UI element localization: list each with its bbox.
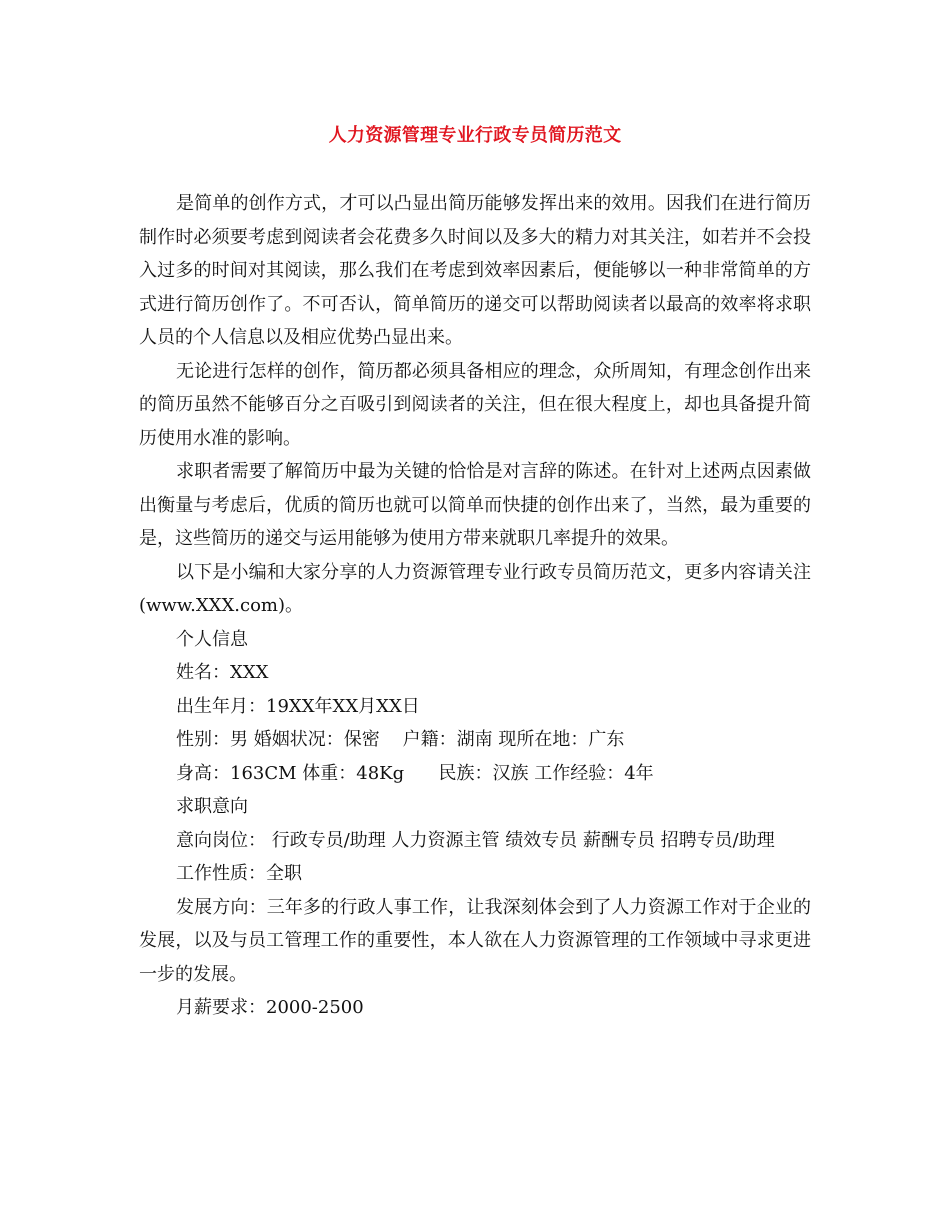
salary-line: 月薪要求：2000-2500 xyxy=(176,997,364,1018)
gender-marital-line: 性别：男 婚姻状况：保密 户籍：湖南 现所在地：广东 xyxy=(176,729,625,750)
intro-paragraph-2: 无论进行怎样的创作，简历都必须具备相应的理念，众所周知，有理念创作出来的简历虽然不能够百分之百吸引到阅读者的关注，但在很大程度上，却也具备提升简历使用水准的影响。 xyxy=(139,360,811,449)
personal-info-heading: 个人信息 xyxy=(176,628,248,650)
intro-paragraph-4: 以下是小编和大家分享的人力资源管理专业行政专员简历范文，更多内容请关注(www.XXX.com)。 xyxy=(139,561,811,616)
positions-line: 意向岗位： 行政专员/助理 人力资源主管 绩效专员 薪酬专员 招聘专员/助理 xyxy=(176,829,775,851)
intro-paragraph-3: 求职者需要了解简历中最为关键的恰恰是对言辞的陈述。在针对上述两点因素做出衡量与考虑后，优质的简历也就可以简单而快捷的创作出来了，当然，最为重要的是，这些简历的递交与运用能够为使用方带来就职几率提升的效果。 xyxy=(139,461,811,549)
job-nature-line: 工作性质：全职 xyxy=(176,863,302,884)
height-weight-line: 身高：163CM 体重：48Kg 民族：汉族 工作经验：4年 xyxy=(176,762,654,784)
birth-line: 出生年月：19XX年XX月XX日 xyxy=(176,695,420,717)
document-title: 人力资源管理专业行政专员简历范文 xyxy=(328,125,622,146)
name-line: 姓名：XXX xyxy=(176,662,269,683)
development-direction: 发展方向：三年多的行政人事工作，让我深刻体会到了人力资源工作对于企业的发展，以及与员工管理工作的重要性，本人欲在人力资源管理的工作领域中寻求更进一步的发展。 xyxy=(139,896,811,985)
intro-paragraph-1: 是简单的创作方式，才可以凸显出简历能够发挥出来的效用。因我们在进行简历制作时必须要考虑到阅读者会花费多久时间以及多大的精力对其关注，如若并不会投入过多的时间对其阅读，那么我们在考虑到效率因素后，便能够以一种非常简单的方式进行简历创作了。不可否认，简单简历的递交可以帮助阅读者以最高的效率将求职人员的个人信息以及相应优势凸显出来。 xyxy=(139,193,811,348)
document-body xyxy=(139,187,811,1025)
job-intent-heading: 求职意向 xyxy=(176,796,248,817)
